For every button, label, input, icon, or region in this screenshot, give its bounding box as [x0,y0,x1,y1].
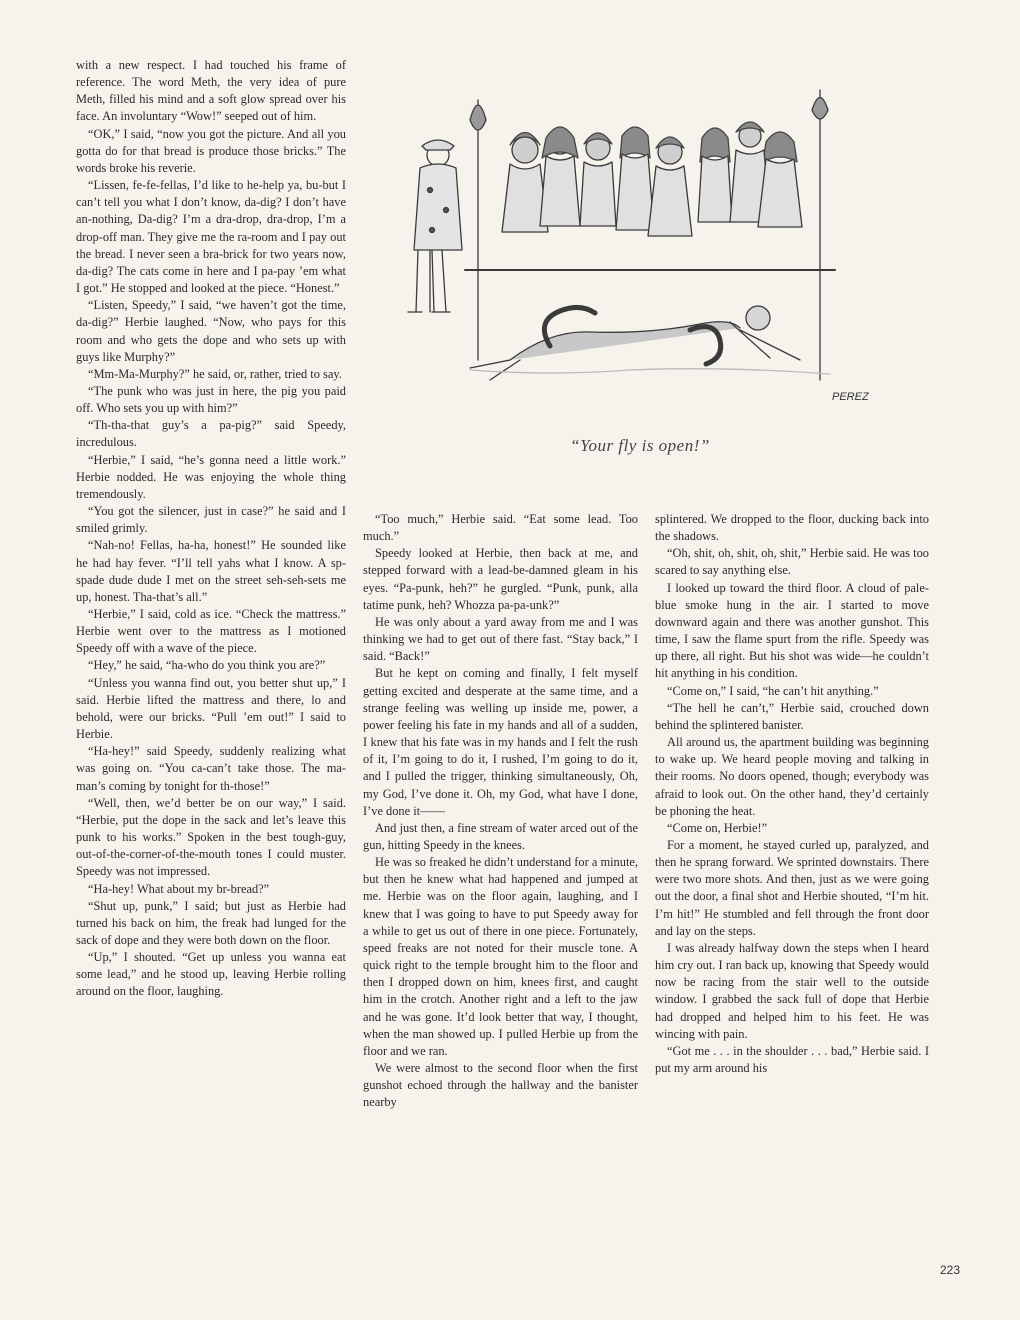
paragraph: “Herbie,” I said, cold as ice. “Check the mattress.” Herbie went over to the mattress as I motioned Speedy off with a wave of the piece. [76,607,346,656]
paragraph: “Up,” I shouted. “Get up unless you wanna eat some lead,” and he stood up, leaving Herbie rolling around on the floor, laughing. [76,950,346,999]
paragraph: “The hell he can’t,” Herbie said, crouched down behind the splintered banister. [655,700,929,732]
paragraph: “The punk who was just in here, the pig you paid off. Who sets you up with him?” [76,383,346,416]
paragraph: But he kept on coming and finally, I felt myself getting excited and desperate at the same time, and a strange feeling was welling up inside me, power, a power feeling his fate in my hands and all of a sudden, I knew that his fate was in my hands and I felt the rush of it, I’m going to do it, I rushed, I’m going to do it, and I pulled the trigger, thinking simultaneously, Oh, my God, I’ve done it. Oh, my God, what have I done, I’ve done it—— [363,666,638,818]
paragraph: “Come on,” I said, “he can’t hit anything.” [667,683,879,698]
page-number: 223 [940,1263,961,1277]
paragraph: “You got the silencer, just in case?” he said and I smiled grimly. [76,504,346,536]
cartoon-illustration [370,60,930,430]
paragraph: He was only about a yard away from me and I was thinking we had to get out of there fast. “Stay back,” I said. “Back!” [363,614,638,664]
paragraph: “Oh, shit, oh, shit, oh, shit,” Herbie said. He was too scared to say anything else. [655,546,929,578]
paragraph: I looked up toward the third floor. A cloud of pale-blue smoke hung in the air. I started to move downward again and there was another gunshot. This time, I saw the flame spurt from the rifle. Speedy was up there, all right. But his shot was wide—he couldn’t hit anything in his condition. [655,580,929,681]
paragraph: Speedy looked at Herbie, then back at me, and stepped forward with a lead-be-damned gleam in his eyes. “Pa-punk, heh?” he gurgled. “Punk, punk, alla tatime punk, heh? Whozza pa-pa-unk?” [363,546,638,612]
paragraph: splintered. We dropped to the floor, ducking back into the shadows. [655,512,929,544]
paragraph: I was already halfway down the steps when I heard him cry out. I ran back up, knowing that Speedy would now be racing from the stair well to the outside window. I grabbed the sack full of dope that Herbie had dropped and helped him to his feet. He was wincing with pain. [655,940,929,1041]
cartoon-signature: PEREZ [832,391,869,403]
cartoon-caption: “Your fly is open!” [570,436,710,455]
paragraph: And just then, a fine stream of water arced out of the gun, hitting Speedy in the knees. [363,820,638,852]
paragraph: “Unless you wanna find out, you better shut up,” I said. Herbie lifted the mattress and there, lo and behold, were our bricks. “Pull ’em out!” I said to Herbie. [76,675,346,742]
paragraph: “OK,” I said, “now you got the picture. And all you gotta do for that bread is produce those bricks.” The words broke his reverie. [76,126,346,175]
paragraph: For a moment, he stayed curled up, paralyzed, and then he sprang forward. We sprinted downstairs. There were two more shots. And then, just as we were going out the door, a final shot and Herbie shouted, “I’m hit. I’m hit!” He stumbled and fell through the front door and lay on the steps. [655,837,929,938]
paragraph: We were almost to the second floor when the first gunshot echoed through the hallway and the banister nearby [363,1061,638,1110]
paragraph: “Nah-no! Fellas, ha-ha, honest!” He sounded like he had hay fever. “I’ll tell yahs what I know. A sp-spade dude dude I met on the street seh-seh-sets me up, honest. Tha-that’s all.” [76,538,346,604]
paragraph: “Too much,” Herbie said. “Eat some lead. Too much.” [363,512,638,544]
paragraph: “Hey,” he said, “ha-who do you think you are?” [88,658,326,673]
article-column-1 [76,57,346,1001]
paragraph: “Lissen, fe-fe-fellas, I’d like to he-help ya, bu-but I can’t tell you what I don’t know, da-dig? I don’t have an-nothing, Da-dig? I’m a dra-drop, dra-drop, I’m a drop-off man. They give me the ra-room and I pay out the bread. I never seen a bra-brick for two years now, da-dig? The cats come in here and I pa-pay ’em what I got.” He stopped and looked at the piece. “Honest.” [76,178,346,296]
paragraph: He was so freaked he didn’t understand for a minute, but then he knew what had happened and jumped at me. Herbie was on the floor again, laughing, and I knew that I was going to have to put Speedy away for a while to get us out of there in one piece. Fortunately, speed freaks are not noted for their muscle tone. A quick right to the temple brought him to the floor and then I dropped down on him, knees first, and caught him in the crotch. Another right and a left to the jaw and he was gone. It’d look better that way, I thought, when the man showed up. I pulled Herbie up from the floor and we ran. [363,855,638,1058]
paragraph: “Mm-Ma-Murphy?” he said, or, rather, tried to say. [88,366,342,381]
paragraph: “Listen, Speedy,” I said, “we haven’t got the time, da-dig?” Herbie laughed. “Now, who pays for this room and who gets the dope and who sets up with guys like Murphy?” [76,298,346,364]
paragraph: “Well, then, we’d better be on our way,” I said. “Herbie, put the dope in the sack and let’s leave this punk to his works.” Spoken in the best tough-guy, out-of-the-corner-of-the-mouth tones I could muster. Speedy was not impressed. [76,795,346,879]
article-column-2 [363,511,638,1111]
paragraph: “Ha-hey! What about my br-bread?” [88,881,270,896]
paragraph: “Herbie,” I said, “he’s gonna need a little work.” Herbie nodded. He was enjoying the whole thing tremendously. [76,452,346,501]
paragraph: “Ha-hey!” said Speedy, suddenly realizing what was going on. “You ca-can’t take those. The ma-man’s coming by tonight for th-those!” [76,744,346,793]
paragraph: “Got me . . . in the shoulder . . . bad,” Herbie said. I put my arm around his [655,1043,929,1075]
paragraph: “Come on, Herbie!” [667,820,768,835]
paragraph: All around us, the apartment building was beginning to wake up. We heard people moving and talking in their rooms. No doors opened, though; everybody was afraid to look out. On the other hand, they’d certainly be phoning the heat. [655,735,929,818]
paragraph: “Th-tha-that guy’s a pa-pig?” said Speedy, incredulous. [76,418,346,450]
paragraph: with a new respect. I had touched his frame of reference. The word Meth, the very idea of pure Meth, filled his mind and a soft glow spread over his face. An involuntary “Wow!” seeped out of him. [76,58,346,124]
article-column-3 [655,511,929,1077]
paragraph: “Shut up, punk,” I said; but just as Herbie had turned his back on him, the freak had lunged for the sack of dope and they were both down on the floor. [76,898,346,947]
